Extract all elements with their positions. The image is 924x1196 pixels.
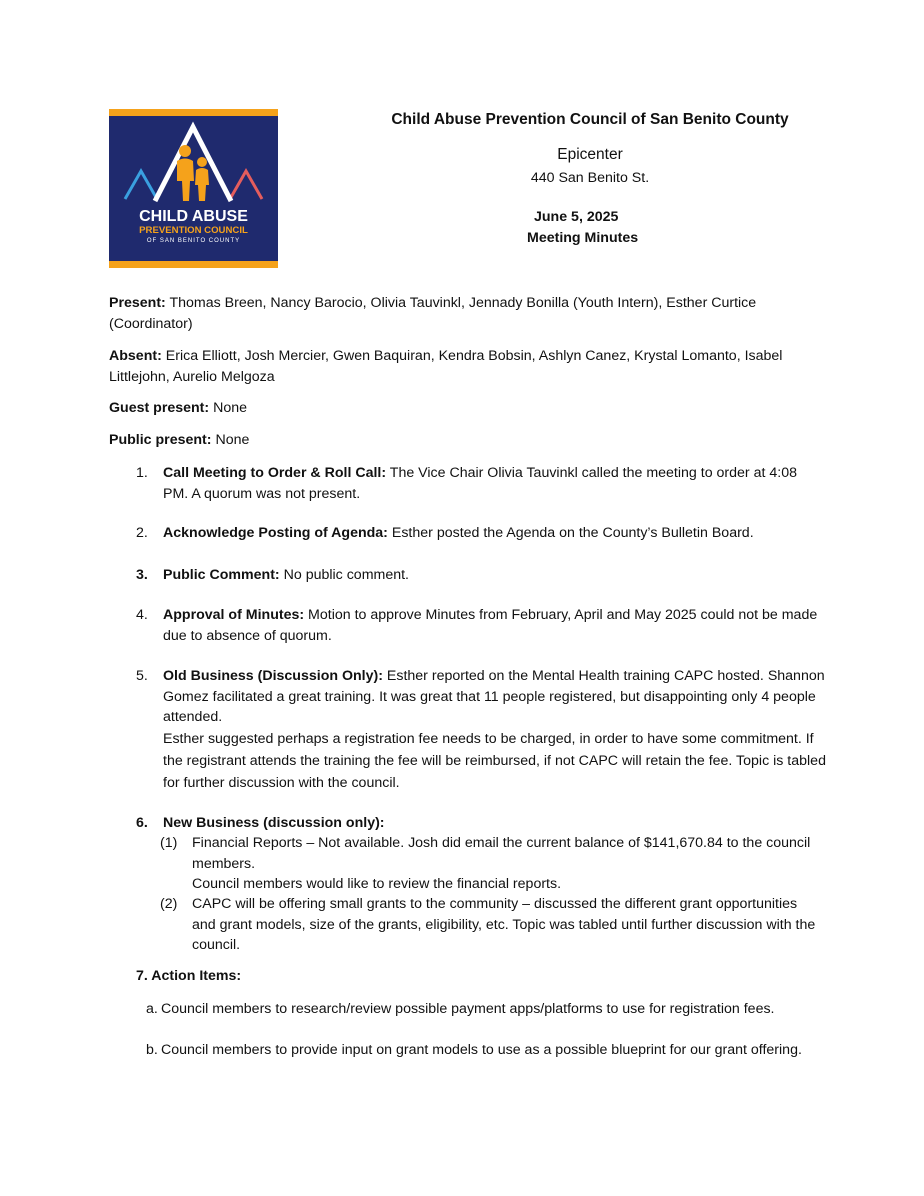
present-label: Present: [109, 295, 166, 311]
guest-present [109, 398, 829, 419]
sub-item-text: Financial Reports – Not available. Josh did email the current balance of $141,670.84 to the council members. [192, 835, 811, 872]
organization-name: Child Abuse Prevention Council of San Benito County [391, 111, 789, 128]
item-number: 1. [136, 465, 148, 481]
guest-value: None [213, 400, 247, 416]
action-items-heading: 7. Action Items: [136, 968, 242, 984]
logo-line2: PREVENTION COUNCIL [139, 225, 248, 236]
action-item-text: Council members to research/review possible payment apps/platforms to use for registration fees. [161, 1001, 775, 1017]
item-heading: Call Meeting to Order & Roll Call: [163, 465, 387, 481]
present-names: Thomas Breen, Nancy Barocio, Olivia Tauvinkl, Jennady Bonilla (Youth Intern), Esther Curtice (Coordinator) [109, 295, 757, 332]
public-value: None [215, 432, 250, 448]
action-item-letter: b. [146, 1042, 158, 1058]
new-business-item-1 [160, 833, 820, 895]
item-heading: New Business (discussion only): [163, 815, 385, 831]
venue-address: 440 San Benito St. [530, 170, 650, 186]
absent-names: Erica Elliott, Josh Mercier, Gwen Baquiran, Kendra Bobsin, Ashlyn Canez, Krystal Lomanto, Isabel Littlejohn, Aurelio Melgoza [109, 348, 783, 385]
agenda-item-5 [136, 666, 826, 794]
agenda-item-1 [136, 463, 826, 504]
item-number: 2. [136, 525, 148, 541]
agenda-item-2 [136, 523, 826, 544]
item-text: The Vice Chair Olivia Tauvinkl called the meeting to order at 4:08 PM. A quorum was not present. [163, 465, 797, 502]
item-number: 5. [136, 668, 148, 684]
absent-list [109, 346, 829, 388]
logo-line3: OF SAN BENITO COUNTY [146, 238, 241, 244]
agenda-item-6 [136, 813, 826, 834]
absent-label: Absent: [109, 348, 162, 364]
agenda-item-4 [136, 605, 826, 646]
item-text: Motion to approve Minutes from February, April and May 2025 could not be made due to absence of quorum. [163, 607, 818, 644]
action-item-text: Council members to provide input on grant models to use as a possible blueprint for our grant offering. [161, 1042, 802, 1058]
item-text-continued: Esther suggested perhaps a registration fee needs to be charged, in order to have some commitment. If the registrant attends the training the fee will be reimbursed, if not CAPC will retain the fee. Topic is tabled for further discussion with the council. [163, 730, 826, 791]
logo-line1: CHILD ABUSE [139, 208, 248, 225]
public-present [109, 430, 829, 451]
sub-item-text: CAPC will be offering small grants to the community – discussed the different grant opportunities and grant models, size of the grants, eligibility, etc. Topic was tabled until further discussion with the council. [192, 896, 816, 953]
sub-item-number: (2) [160, 896, 178, 912]
item-text: Esther posted the Agenda on the County’s Bulletin Board. [391, 525, 754, 541]
meeting-date: June 5, 2025 [534, 209, 619, 225]
guest-label: Guest present: [109, 400, 210, 416]
venue-name: Epicenter [557, 146, 623, 163]
item-heading: Old Business (Discussion Only): [163, 668, 383, 684]
item-heading: Approval of Minutes: [163, 607, 305, 623]
item-text: No public comment. [283, 567, 409, 583]
item-heading: Acknowledge Posting of Agenda: [163, 525, 388, 541]
item-number: 6. [136, 815, 148, 831]
item-text: Esther reported on the Mental Health training CAPC hosted. Shannon Gomez facilitated a great training. It was great that 11 people registered, but disappointing only 4 people attended. [163, 668, 825, 725]
item-number: 4. [136, 607, 148, 623]
sub-item-text-continued: Council members would like to review the financial reports. [192, 876, 562, 892]
item-number: 3. [136, 567, 148, 583]
agenda-item-3 [136, 565, 826, 586]
public-label: Public present: [109, 432, 212, 448]
action-item-a [146, 999, 826, 1020]
sub-item-number: (1) [160, 835, 178, 851]
action-item-b [146, 1040, 826, 1061]
action-item-letter: a. [146, 1001, 158, 1017]
document-title: Meeting Minutes [527, 230, 639, 246]
capc-logo [109, 109, 278, 268]
present-list [109, 293, 829, 335]
new-business-item-2 [160, 894, 820, 956]
item-heading: Public Comment: [163, 567, 280, 583]
